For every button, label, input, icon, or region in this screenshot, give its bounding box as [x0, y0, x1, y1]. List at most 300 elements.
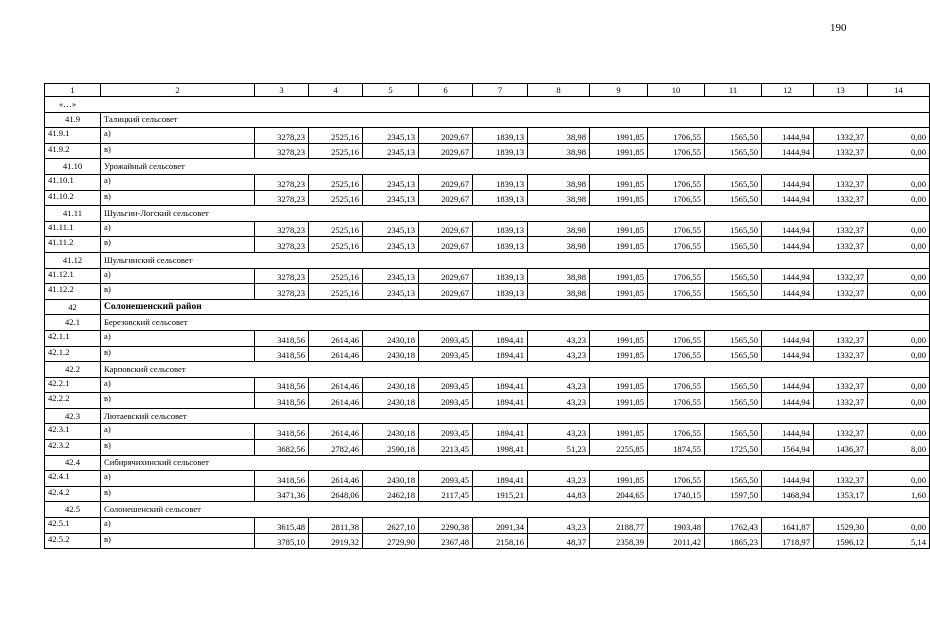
table-row	[45, 237, 930, 253]
value-cell: 1565,50	[705, 237, 762, 253]
value-cell: 1565,50	[705, 128, 762, 144]
value-cell: 2345,13	[363, 237, 419, 253]
value-cell: 1332,37	[814, 190, 868, 206]
value-cell: 2093,45	[419, 346, 473, 362]
tariff-table	[44, 83, 930, 549]
row-label: а)	[101, 221, 255, 237]
value-cell: 3785,10	[255, 533, 309, 549]
value-cell: 3615,48	[255, 518, 309, 534]
value-cell: 1444,94	[762, 190, 814, 206]
value-cell: 2430,18	[363, 424, 419, 440]
value-cell: 1444,94	[762, 237, 814, 253]
section-title: Шульгинский сельсовет	[101, 252, 930, 268]
table-row	[45, 190, 930, 206]
value-cell: 1,60	[868, 486, 930, 502]
value-cell: 1706,55	[648, 471, 705, 487]
value-cell: 0,00	[868, 268, 930, 284]
value-cell: 1332,37	[814, 377, 868, 393]
value-cell: 1565,50	[705, 268, 762, 284]
value-cell: 2614,46	[309, 424, 363, 440]
value-cell: 1762,43	[705, 518, 762, 534]
row-code: 42.2.2	[45, 393, 101, 409]
column-number-cell: 12	[762, 84, 814, 97]
value-cell: 2029,67	[419, 128, 473, 144]
value-cell: 0,00	[868, 237, 930, 253]
value-cell: 1332,37	[814, 424, 868, 440]
value-cell: 1991,85	[590, 190, 648, 206]
value-cell: 2614,46	[309, 346, 363, 362]
value-cell: 1706,55	[648, 346, 705, 362]
row-label: а)	[101, 330, 255, 346]
value-cell: 1332,37	[814, 284, 868, 300]
value-cell: 1706,55	[648, 190, 705, 206]
value-cell: 0,00	[868, 143, 930, 159]
value-cell: 2093,45	[419, 393, 473, 409]
column-number-cell: 8	[528, 84, 590, 97]
value-cell: 38,98	[528, 221, 590, 237]
value-cell: 1596,12	[814, 533, 868, 549]
value-cell: 44,83	[528, 486, 590, 502]
value-cell: 1332,37	[814, 128, 868, 144]
value-cell: 1874,55	[648, 440, 705, 456]
row-code: 41.11.2	[45, 237, 101, 253]
value-cell: 2188,77	[590, 518, 648, 534]
row-code: 42.4.1	[45, 471, 101, 487]
value-cell: 1332,37	[814, 143, 868, 159]
value-cell: 1597,50	[705, 486, 762, 502]
column-number-cell: 9	[590, 84, 648, 97]
value-cell: 2091,34	[473, 518, 528, 534]
table-row	[45, 330, 930, 346]
value-cell: 3278,23	[255, 221, 309, 237]
value-cell: 0,00	[868, 518, 930, 534]
table-row	[45, 268, 930, 284]
continuation-mark: «…»	[45, 97, 930, 113]
continuation-row	[45, 97, 930, 113]
value-cell: 0,00	[868, 128, 930, 144]
page-number: 190	[830, 22, 847, 34]
value-cell: 1565,50	[705, 346, 762, 362]
district-title: Солонешенский район	[101, 299, 930, 315]
value-cell: 1991,85	[590, 346, 648, 362]
value-cell: 3418,56	[255, 377, 309, 393]
section-title: Карповский сельсовет	[101, 362, 930, 378]
table-row	[45, 424, 930, 440]
value-cell: 2614,46	[309, 471, 363, 487]
value-cell: 1839,13	[473, 268, 528, 284]
value-cell: 1839,13	[473, 128, 528, 144]
value-cell: 1332,37	[814, 471, 868, 487]
value-cell: 1444,94	[762, 143, 814, 159]
column-number-cell: 3	[255, 84, 309, 97]
row-label: а)	[101, 471, 255, 487]
value-cell: 2430,18	[363, 393, 419, 409]
value-cell: 2614,46	[309, 377, 363, 393]
table-row	[45, 393, 930, 409]
row-code: 42.5.1	[45, 518, 101, 534]
value-cell: 1706,55	[648, 237, 705, 253]
value-cell: 1839,13	[473, 284, 528, 300]
row-code: 41.9.2	[45, 143, 101, 159]
value-cell: 1991,85	[590, 268, 648, 284]
column-number-cell: 14	[868, 84, 930, 97]
value-cell: 2093,45	[419, 330, 473, 346]
column-number-cell: 4	[309, 84, 363, 97]
value-cell: 1332,37	[814, 268, 868, 284]
value-cell: 1565,50	[705, 424, 762, 440]
value-cell: 3278,23	[255, 268, 309, 284]
value-cell: 1865,23	[705, 533, 762, 549]
value-cell: 1991,85	[590, 174, 648, 190]
column-number-cell: 1	[45, 84, 101, 97]
value-cell: 2525,16	[309, 237, 363, 253]
value-cell: 0,00	[868, 424, 930, 440]
value-cell: 43,23	[528, 330, 590, 346]
row-label: а)	[101, 518, 255, 534]
value-cell: 1706,55	[648, 424, 705, 440]
value-cell: 1991,85	[590, 330, 648, 346]
row-label: в)	[101, 190, 255, 206]
value-cell: 1706,55	[648, 174, 705, 190]
value-cell: 38,98	[528, 190, 590, 206]
value-cell: 1565,50	[705, 284, 762, 300]
section-title: Шульгин-Логский сельсовет	[101, 206, 930, 222]
value-cell: 1706,55	[648, 377, 705, 393]
value-cell: 2345,13	[363, 174, 419, 190]
value-cell: 2811,38	[309, 518, 363, 534]
value-cell: 2029,67	[419, 190, 473, 206]
value-cell: 43,23	[528, 518, 590, 534]
value-cell: 2029,67	[419, 237, 473, 253]
value-cell: 0,00	[868, 330, 930, 346]
value-cell: 2367,48	[419, 533, 473, 549]
value-cell: 2093,45	[419, 471, 473, 487]
value-cell: 0,00	[868, 284, 930, 300]
section-row	[45, 315, 930, 331]
value-cell: 38,98	[528, 284, 590, 300]
value-cell: 1565,50	[705, 330, 762, 346]
value-cell: 1991,85	[590, 221, 648, 237]
section-code: 42.5	[45, 502, 101, 518]
value-cell: 1725,50	[705, 440, 762, 456]
row-code: 42.3.2	[45, 440, 101, 456]
value-cell: 43,23	[528, 424, 590, 440]
value-cell: 3418,56	[255, 346, 309, 362]
table-row	[45, 377, 930, 393]
value-cell: 2029,67	[419, 143, 473, 159]
value-cell: 1444,94	[762, 221, 814, 237]
row-label: в)	[101, 440, 255, 456]
value-cell: 1991,85	[590, 393, 648, 409]
row-code: 42.4.2	[45, 486, 101, 502]
section-title: Солонешенский сельсовет	[101, 502, 930, 518]
value-cell: 1565,50	[705, 174, 762, 190]
value-cell: 2782,46	[309, 440, 363, 456]
value-cell: 43,23	[528, 346, 590, 362]
value-cell: 3278,23	[255, 284, 309, 300]
row-label: а)	[101, 128, 255, 144]
value-cell: 2430,18	[363, 346, 419, 362]
value-cell: 1991,85	[590, 237, 648, 253]
value-cell: 1706,55	[648, 268, 705, 284]
value-cell: 2093,45	[419, 424, 473, 440]
row-label: а)	[101, 377, 255, 393]
value-cell: 2345,13	[363, 128, 419, 144]
section-title: Лютаевский сельсовет	[101, 408, 930, 424]
section-row	[45, 362, 930, 378]
row-code: 42.5.2	[45, 533, 101, 549]
section-title: Урожайный сельсовет	[101, 159, 930, 175]
row-code: 42.1.1	[45, 330, 101, 346]
section-code: 41.11	[45, 206, 101, 222]
section-row	[45, 206, 930, 222]
value-cell: 0,00	[868, 221, 930, 237]
value-cell: 1444,94	[762, 128, 814, 144]
value-cell: 1444,94	[762, 346, 814, 362]
value-cell: 1332,37	[814, 346, 868, 362]
section-code: 41.10	[45, 159, 101, 175]
value-cell: 2430,18	[363, 471, 419, 487]
value-cell: 0,00	[868, 346, 930, 362]
row-label: в)	[101, 284, 255, 300]
value-cell: 1565,50	[705, 190, 762, 206]
row-label: в)	[101, 237, 255, 253]
table-row	[45, 128, 930, 144]
value-cell: 38,98	[528, 143, 590, 159]
column-number-cell: 11	[705, 84, 762, 97]
value-cell: 3278,23	[255, 174, 309, 190]
value-cell: 1641,87	[762, 518, 814, 534]
value-cell: 1718,97	[762, 533, 814, 549]
value-cell: 3278,23	[255, 237, 309, 253]
value-cell: 1332,37	[814, 174, 868, 190]
row-label: а)	[101, 268, 255, 284]
table-row	[45, 486, 930, 502]
value-cell: 1894,41	[473, 377, 528, 393]
value-cell: 1444,94	[762, 268, 814, 284]
value-cell: 1998,41	[473, 440, 528, 456]
value-cell: 3471,36	[255, 486, 309, 502]
value-cell: 1706,55	[648, 330, 705, 346]
value-cell: 1444,94	[762, 377, 814, 393]
value-cell: 1991,85	[590, 424, 648, 440]
section-code: 42.4	[45, 455, 101, 471]
value-cell: 2614,46	[309, 330, 363, 346]
value-cell: 1991,85	[590, 284, 648, 300]
row-label: в)	[101, 346, 255, 362]
value-cell: 0,00	[868, 471, 930, 487]
value-cell: 1332,37	[814, 330, 868, 346]
row-label: в)	[101, 393, 255, 409]
value-cell: 1468,94	[762, 486, 814, 502]
value-cell: 1903,48	[648, 518, 705, 534]
table-row	[45, 471, 930, 487]
column-number-header	[45, 84, 930, 97]
value-cell: 1444,94	[762, 284, 814, 300]
value-cell: 1565,50	[705, 471, 762, 487]
value-cell: 1894,41	[473, 471, 528, 487]
row-code: 42.3.1	[45, 424, 101, 440]
value-cell: 2345,13	[363, 284, 419, 300]
section-row	[45, 252, 930, 268]
row-code: 41.10.1	[45, 174, 101, 190]
value-cell: 2093,45	[419, 377, 473, 393]
section-code: 42.2	[45, 362, 101, 378]
value-cell: 0,00	[868, 174, 930, 190]
value-cell: 1839,13	[473, 221, 528, 237]
table-row	[45, 440, 930, 456]
value-cell: 2525,16	[309, 190, 363, 206]
value-cell: 2462,18	[363, 486, 419, 502]
row-code: 41.9.1	[45, 128, 101, 144]
value-cell: 1444,94	[762, 330, 814, 346]
value-cell: 2729,90	[363, 533, 419, 549]
value-cell: 1444,94	[762, 393, 814, 409]
value-cell: 2345,13	[363, 190, 419, 206]
value-cell: 1706,55	[648, 221, 705, 237]
section-code: 41.9	[45, 112, 101, 128]
value-cell: 2029,67	[419, 268, 473, 284]
table-row	[45, 284, 930, 300]
section-row	[45, 408, 930, 424]
value-cell: 2614,46	[309, 393, 363, 409]
value-cell: 1706,55	[648, 128, 705, 144]
value-cell: 2213,45	[419, 440, 473, 456]
value-cell: 2430,18	[363, 330, 419, 346]
value-cell: 1529,30	[814, 518, 868, 534]
value-cell: 3682,56	[255, 440, 309, 456]
row-code: 41.12.2	[45, 284, 101, 300]
value-cell: 1915,21	[473, 486, 528, 502]
value-cell: 3418,56	[255, 330, 309, 346]
section-row	[45, 112, 930, 128]
district-row	[45, 299, 930, 315]
value-cell: 43,23	[528, 377, 590, 393]
value-cell: 5,14	[868, 533, 930, 549]
value-cell: 0,00	[868, 377, 930, 393]
row-code: 42.2.1	[45, 377, 101, 393]
table-row	[45, 221, 930, 237]
section-title: Березовский сельсовет	[101, 315, 930, 331]
value-cell: 1332,37	[814, 221, 868, 237]
value-cell: 2029,67	[419, 174, 473, 190]
value-cell: 1332,37	[814, 393, 868, 409]
value-cell: 38,98	[528, 268, 590, 284]
value-cell: 2029,67	[419, 284, 473, 300]
value-cell: 1839,13	[473, 237, 528, 253]
value-cell: 1353,17	[814, 486, 868, 502]
value-cell: 2044,65	[590, 486, 648, 502]
value-cell: 3278,23	[255, 128, 309, 144]
section-row	[45, 159, 930, 175]
column-number-cell: 2	[101, 84, 255, 97]
value-cell: 2290,38	[419, 518, 473, 534]
section-code: 42	[45, 299, 101, 315]
value-cell: 8,00	[868, 440, 930, 456]
value-cell: 2345,13	[363, 221, 419, 237]
value-cell: 1706,55	[648, 143, 705, 159]
row-label: в)	[101, 143, 255, 159]
value-cell: 1565,50	[705, 221, 762, 237]
value-cell: 2345,13	[363, 268, 419, 284]
value-cell: 2525,16	[309, 268, 363, 284]
value-cell: 51,23	[528, 440, 590, 456]
value-cell: 0,00	[868, 190, 930, 206]
value-cell: 2627,10	[363, 518, 419, 534]
section-title: Сибирячихинский сельсовет	[101, 455, 930, 471]
value-cell: 0,00	[868, 393, 930, 409]
value-cell: 1894,41	[473, 393, 528, 409]
section-code: 42.3	[45, 408, 101, 424]
value-cell: 1444,94	[762, 424, 814, 440]
section-code: 42.1	[45, 315, 101, 331]
value-cell: 3418,56	[255, 393, 309, 409]
section-row	[45, 455, 930, 471]
value-cell: 1894,41	[473, 424, 528, 440]
value-cell: 2648,06	[309, 486, 363, 502]
value-cell: 2358,39	[590, 533, 648, 549]
section-title: Талицкий сельсовет	[101, 112, 930, 128]
value-cell: 1991,85	[590, 471, 648, 487]
value-cell: 43,23	[528, 393, 590, 409]
value-cell: 1444,94	[762, 174, 814, 190]
value-cell: 48,37	[528, 533, 590, 549]
value-cell: 1991,85	[590, 377, 648, 393]
value-cell: 1706,55	[648, 284, 705, 300]
value-cell: 1332,37	[814, 237, 868, 253]
row-label: в)	[101, 486, 255, 502]
section-row	[45, 502, 930, 518]
value-cell: 2525,16	[309, 221, 363, 237]
value-cell: 1444,94	[762, 471, 814, 487]
value-cell: 2255,85	[590, 440, 648, 456]
value-cell: 1991,85	[590, 143, 648, 159]
value-cell: 1740,15	[648, 486, 705, 502]
value-cell: 2525,16	[309, 284, 363, 300]
value-cell: 2029,67	[419, 221, 473, 237]
table-row	[45, 346, 930, 362]
value-cell: 1839,13	[473, 190, 528, 206]
value-cell: 38,98	[528, 237, 590, 253]
column-number-cell: 7	[473, 84, 528, 97]
value-cell: 1436,37	[814, 440, 868, 456]
value-cell: 1839,13	[473, 143, 528, 159]
column-number-cell: 13	[814, 84, 868, 97]
value-cell: 1565,50	[705, 393, 762, 409]
value-cell: 38,98	[528, 128, 590, 144]
value-cell: 3418,56	[255, 471, 309, 487]
value-cell: 43,23	[528, 471, 590, 487]
column-number-cell: 5	[363, 84, 419, 97]
value-cell: 1565,50	[705, 143, 762, 159]
table-row	[45, 143, 930, 159]
value-cell: 2525,16	[309, 143, 363, 159]
value-cell: 2345,13	[363, 143, 419, 159]
value-cell: 3278,23	[255, 143, 309, 159]
value-cell: 3418,56	[255, 424, 309, 440]
row-code: 41.12.1	[45, 268, 101, 284]
row-label: а)	[101, 424, 255, 440]
table-row	[45, 174, 930, 190]
value-cell: 1839,13	[473, 174, 528, 190]
value-cell: 2158,16	[473, 533, 528, 549]
value-cell: 2011,42	[648, 533, 705, 549]
value-cell: 38,98	[528, 174, 590, 190]
section-code: 41.12	[45, 252, 101, 268]
value-cell: 1991,85	[590, 128, 648, 144]
row-label: в)	[101, 533, 255, 549]
table-row	[45, 533, 930, 549]
